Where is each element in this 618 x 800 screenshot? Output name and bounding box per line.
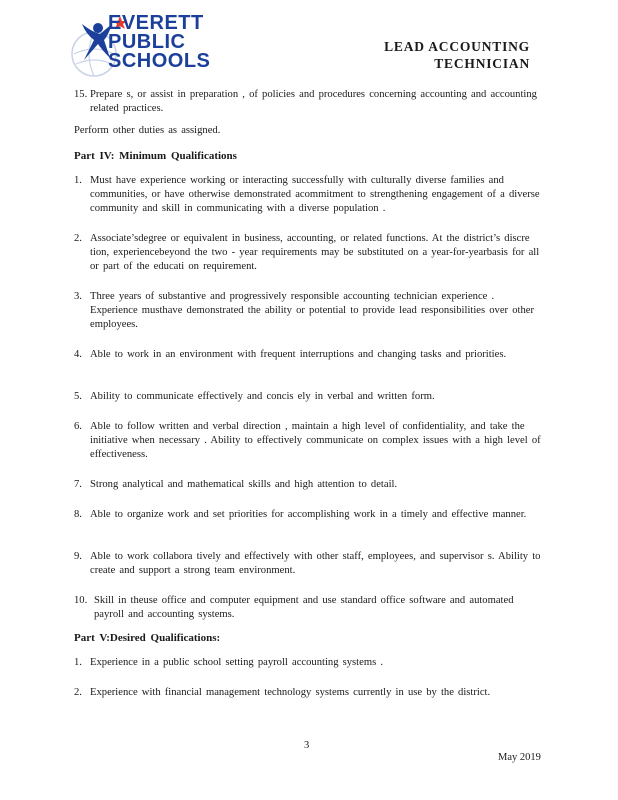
item-number: 15. (74, 89, 88, 100)
item-text: Three years of substantive and progressively responsible accounting technician experience . Experience musthave demonstrated the ability or potential to provide lead responsibilities over other employees. (90, 291, 534, 331)
title-line-1: LEAD ACCOUNTING (384, 39, 530, 54)
page-number: 3 (304, 740, 310, 751)
item-number: 4. (74, 349, 82, 360)
item-text: Able to work in an environment with frequent interruptions and changing tasks and priorities. (90, 349, 507, 360)
item-number: 2. (74, 233, 82, 244)
item-text: Experience with financial management technology systems currently in use by the district. (90, 687, 491, 698)
item-number: 6. (74, 421, 82, 432)
item-number: 3. (74, 291, 82, 302)
item-number: 10. (74, 595, 88, 606)
part-5-heading: Part V:Desired Qualifications: (74, 632, 221, 644)
item-text: Able to work collabora tively and effectively with other staff, employees, and supervisor s. Ability to create and support a strong team environment. (90, 551, 541, 577)
item-number: 1. (74, 657, 82, 668)
item-text: Able to organize work and set priorities for accomplishing work in a timely and effective manner. (90, 509, 527, 520)
item-number: 1. (74, 175, 82, 186)
other-duties-text: Perform other duties as assigned. (74, 125, 221, 136)
item-text: Prepare s, or assist in preparation , of policies and procedures concerning accounting and accounting related practices. (90, 89, 537, 115)
part-4-heading: Part IV: Minimum Qualifications (74, 150, 237, 162)
logo-text-line-1: EVERETT (108, 12, 204, 34)
item-text: Must have experience working or interacting successfully with culturally diverse families and communities, or have otherwise demonstrated acommitment to strengthening engagement of a diverse community and skill in communicating with a diverse population . (90, 175, 540, 215)
item-text: Skill in theuse office and computer equipment and use standard office software and automated payroll and accounting systems. (94, 595, 514, 621)
item-number: 9. (74, 551, 82, 562)
item-text: Able to follow written and verbal direction , maintain a high level of confidentiality, and take the initiative when necessary . Ability to effectively communicate on complex issues with a high level of effectiveness. (90, 421, 541, 461)
item-number: 7. (74, 479, 82, 490)
everett-public-schools-logo (68, 10, 243, 82)
item-number: 2. (74, 687, 82, 698)
revision-date: May 2019 (498, 752, 541, 763)
title-line-2: TECHNICIAN (434, 56, 530, 71)
document-title (384, 38, 530, 72)
item-text: Associate’sdegree or equivalent in business, accounting, or related functions. At the district’s discre tion, experiencebeyond the two - year requirements may be substituted on a year-for-yearbasis for all or part of the educati on requirement. (90, 233, 540, 273)
item-text: Ability to communicate effectively and concis ely in verbal and written form. (90, 391, 435, 402)
item-number: 8. (74, 509, 82, 520)
item-text: Experience in a public school setting payroll accounting systems . (90, 657, 383, 668)
item-number: 5. (74, 391, 82, 402)
logo-text-line-3: SCHOOLS (108, 50, 211, 72)
logo-text-line-2: PUBLIC (108, 31, 186, 53)
item-text: Strong analytical and mathematical skills and high attention to detail. (90, 479, 398, 490)
